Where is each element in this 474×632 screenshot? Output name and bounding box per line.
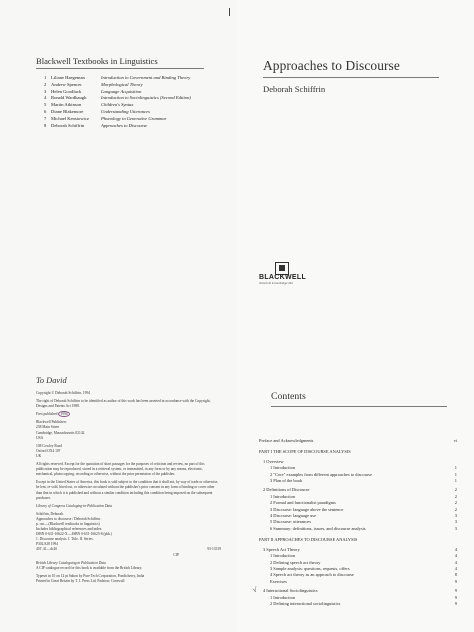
address-line: 1. Discourse analysis. I. Title. II. Series. (36, 537, 94, 542)
catalog-number: 93-13319 (207, 547, 221, 552)
table-of-contents (259, 438, 457, 607)
series-row (44, 89, 191, 96)
series-book-title: Introduction to Sociolinguistics (Second Edition) (101, 95, 191, 101)
toc-label: 4 Speech act theory as an approach to discourse (270, 572, 354, 578)
series-row (44, 75, 191, 82)
series-row (44, 95, 191, 102)
first-published (36, 412, 221, 417)
toc-label: 2 Formal and functionalist paradigms (270, 500, 336, 506)
publisher-name: BLACKWELL (259, 274, 307, 281)
title-rule (263, 77, 439, 78)
toc-label: 2 "Core" examples from different approaches to discourse (270, 471, 372, 477)
series-number: 7 (44, 115, 47, 121)
series-number: 4 (44, 95, 47, 101)
toc-page: 2 (454, 493, 457, 499)
toc-part-heading: PART II APPROACHES TO DISCOURSE ANALYSIS (259, 537, 358, 543)
toc-page: 9 (454, 600, 457, 606)
moral-right: The right of Deborah Schiffrin to be identified as author of this work has been asserted in accordance with the Copyright, Designs and Patents Act 1988. (36, 399, 211, 409)
toc-page: 3 (454, 525, 457, 531)
series-book-title: Understanding Utterances (101, 108, 150, 114)
rights-notice: All rights reserved. Except for the quotation of short passages for the purposes of criticism and review, no part of this publication may be reproduced, stored in a retrieval system, or transmitted, in any form or by any means, electronic, mechanical, photocopying, recording or otherwise, without the prior permission of the publisher. (36, 462, 205, 477)
toc-label: 3 Plan of the book (270, 478, 303, 484)
page-title (237, 0, 474, 316)
series-author: Deborah Schiffrin (51, 122, 85, 128)
toc-label: 3 Speech Act Theory (263, 546, 300, 552)
toc-page: 1 (454, 478, 457, 484)
series-list (44, 75, 191, 129)
toc-page: 9 (454, 578, 457, 584)
address-line: 238 Main Street (36, 425, 60, 430)
series-book-title: Approaches to Discourse (101, 122, 148, 128)
book-author: Deborah Schiffrin (263, 84, 326, 94)
series-number: 3 (44, 88, 47, 94)
series-row (44, 116, 191, 123)
toc-label: 2 Definitions of Discourse (263, 487, 310, 493)
toc-page: 4 (454, 546, 457, 552)
toc-page: 3 (454, 519, 457, 525)
series-book-title: Morphological Theory (101, 81, 143, 87)
toc-page: 3 (454, 513, 457, 519)
toc-label: Exercises (270, 578, 287, 584)
copyright-block (36, 391, 221, 587)
toc-label: 2 Defining interactional sociolinguistics (270, 600, 341, 606)
cip-data (36, 512, 221, 548)
toc-page: 2 (454, 506, 457, 512)
toc-label: 1 Introduction (270, 465, 295, 471)
address-line: 108 Cowley Road (36, 443, 62, 448)
publisher-logo (259, 262, 319, 284)
address-line: ISBN 0-631-16622-X.—ISBN 0-631-16623-8 (pbk.) (36, 532, 113, 537)
series-book-title: Introduction to Government and Binding Theory (101, 75, 191, 80)
series-author: Andrew Spencer (51, 81, 82, 87)
first-published-label: First published (36, 412, 58, 417)
printed-note: Printed in Great Britain by T. J. Press Ltd, Padstow, Cornwall (36, 578, 125, 583)
toc-page: vi (453, 438, 457, 443)
series-row (44, 102, 191, 109)
scan-mark (229, 8, 230, 16)
toc-label: 3 Sample analysis: questions, requests, offers (270, 565, 350, 571)
address-line: UK (36, 453, 42, 458)
usa-notice: Except in the United States of America, this book is sold subject to the condition that it shall not, by way of trade or otherwise, be lent, re-sold, hired out, or otherwise circulated without the publisher's prior consent in any form of binding or cover other than that in which it is published and without a similar condition including this condition being imposed on the subsequent purchaser. (36, 480, 219, 500)
loc-heading: Library of Congress Cataloging-in-Publication Data (36, 503, 113, 508)
toc-page: 9 (454, 594, 457, 600)
bl-heading: British Library Cataloguing in Publication Data (36, 560, 106, 565)
series-book-title: Language Acquisition (101, 88, 142, 94)
typeset-note: Typeset in 10 on 12 pt Sabon by Pure Tech Corporation, Pondicherry, India (36, 573, 145, 578)
toc-label: 1 Introduction (270, 493, 295, 499)
toc-page: 1 (454, 471, 457, 477)
address-line: USA (36, 435, 44, 440)
catalog-class: 401'.41—dc20 (36, 547, 58, 552)
publisher-cities: Oxford UK & Cambridge USA (259, 282, 294, 285)
toc-page: 9 (454, 588, 457, 594)
series-row (44, 82, 191, 89)
toc-label: 2 Defining speech act theory (270, 559, 321, 565)
toc-section (259, 579, 457, 585)
series-number: 6 (44, 108, 47, 114)
toc-section (259, 526, 457, 532)
address-line: Blackwell Publishers (36, 420, 67, 425)
address-line: Cambridge, Massachusetts 02142 (36, 430, 85, 435)
series-author: Ronald Wardhaugh (51, 95, 87, 101)
title-rule (36, 68, 204, 69)
page-copyright (0, 316, 237, 632)
series-author: Michael Kenstowicz (51, 115, 89, 121)
address-line: Approaches to discourse / Deborah Schiffrin. (36, 516, 102, 521)
toc-label: 4 Interactional Sociolinguistics (263, 588, 318, 594)
publisher-address-uk (36, 444, 221, 459)
toc-section (259, 478, 457, 484)
toc-page: 2 (454, 500, 457, 506)
dedication: To David (36, 376, 67, 385)
contents-rule (271, 406, 447, 407)
publisher-address-us (36, 420, 221, 440)
address-line: p. cm.—(Blackwell textbooks in linguistics) (36, 521, 100, 526)
toc-label: 5 Discourse: utterances (270, 519, 311, 525)
contents-title: Contents (271, 391, 306, 402)
toc-part-heading: PART I THE SCOPE OF DISCOURSE ANALYSIS (259, 449, 351, 455)
toc-page: 2 (454, 487, 457, 493)
toc-label: 3 Discourse: language above the sentence (270, 506, 344, 512)
toc-page: 1 (454, 465, 457, 471)
series-author: Liliane Haegeman (51, 75, 85, 80)
toc-label: 1 Introduction (270, 594, 295, 600)
book-title: Approaches to Discourse (263, 58, 400, 73)
toc-label: Preface and Acknowledgments (259, 438, 314, 443)
toc-page: 4 (454, 553, 457, 559)
page-series-list (0, 0, 237, 316)
toc-label: 1 Overview (263, 458, 284, 464)
toc-label: 1 Introduction (270, 553, 295, 559)
series-book-title: Children's Syntax (101, 102, 134, 108)
series-author: Martin Atkinson (51, 102, 82, 108)
address-line: Oxford OX4 1JF (36, 448, 61, 453)
first-published-year: 1994 (60, 412, 68, 417)
cip-label: CIP (173, 552, 179, 557)
toc-section (259, 601, 457, 607)
page-contents (237, 316, 474, 632)
series-author: Helen Goodluck (51, 88, 82, 94)
handwritten-tick: √ (252, 585, 258, 595)
series-row (44, 109, 191, 116)
series-number: 5 (44, 102, 47, 108)
toc-label: 6 Summary: definitions, issues, and discourse analysis (270, 525, 366, 531)
toc-page: 4 (454, 559, 457, 565)
series-number: 8 (44, 122, 47, 128)
address-line: P302.S28 1994 (36, 542, 58, 547)
bl-note: A CIP catalogue record for this book is available from the British Library. (36, 565, 143, 570)
series-book-title: Phonology in Generative Grammar (101, 115, 167, 121)
series-number: 2 (44, 81, 47, 87)
series-number: 1 (44, 75, 47, 80)
address-line: Schiffrin, Deborah. (36, 511, 64, 516)
toc-page: 4 (454, 565, 457, 571)
toc-page: 8 (454, 572, 457, 578)
toc-preface (259, 438, 457, 444)
address-line: Includes bibliographical references and index. (36, 527, 103, 532)
series-title: Blackwell Textbooks in Linguistics (36, 56, 158, 66)
copyright-line: Copyright © Deborah Schiffrin, 1994 (36, 391, 91, 395)
toc-label: 4 Discourse: language use (270, 513, 316, 519)
series-row (44, 123, 191, 130)
series-author: Diane Blakemore (51, 108, 84, 114)
